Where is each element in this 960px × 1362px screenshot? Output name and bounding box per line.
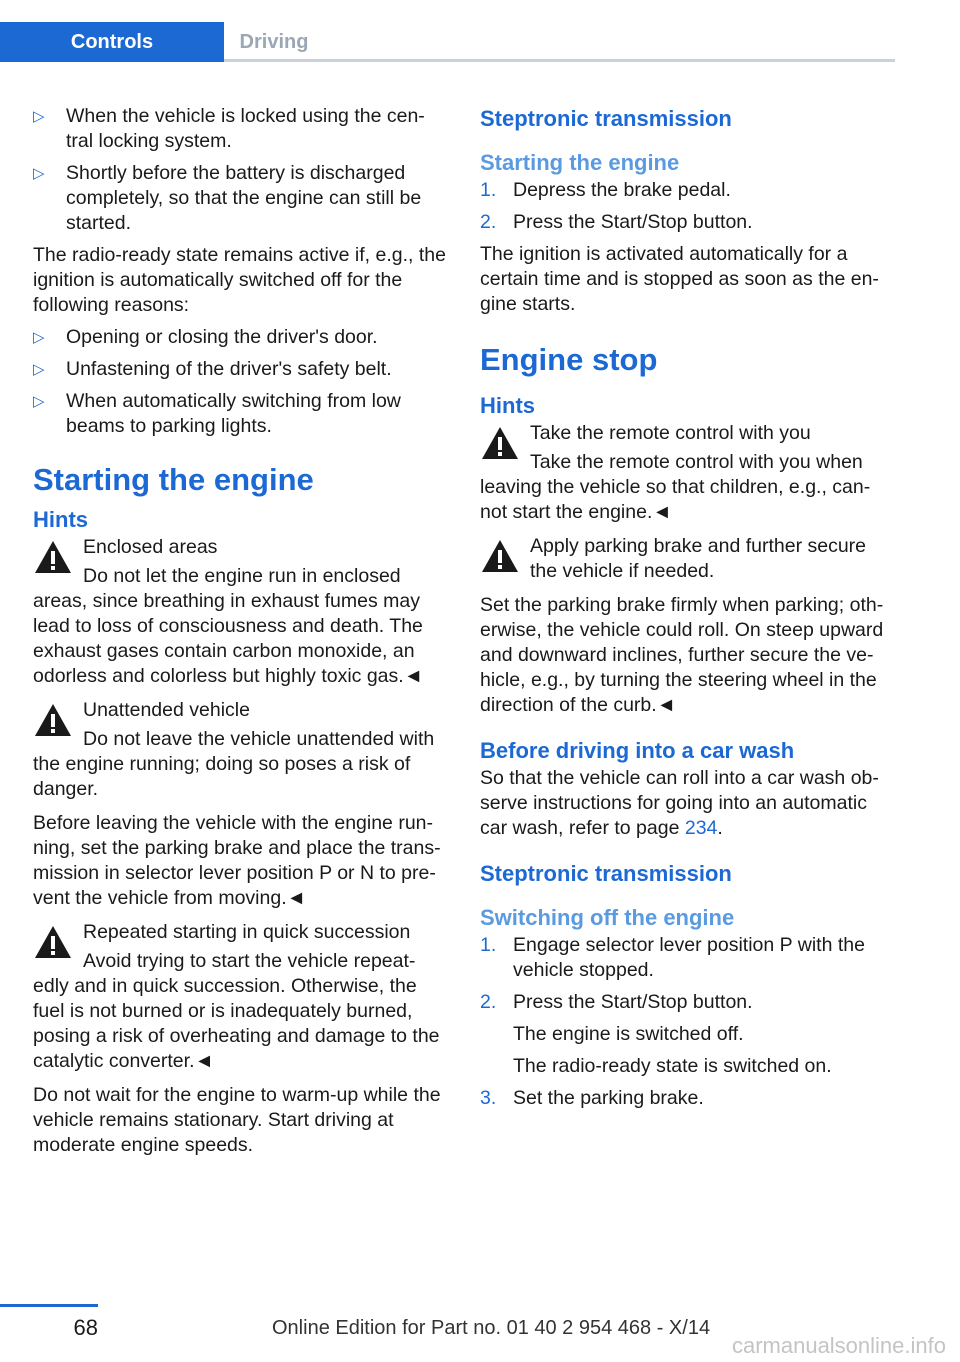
step-number: 1.	[480, 934, 497, 956]
triangle-bullet-icon: ▷	[33, 361, 45, 378]
warning-title: Unattended vehicle	[83, 699, 250, 721]
paragraph: So that the vehicle can roll into a car wash ob‐serve instructions for going into an automatic car wash, refer to page 234.	[480, 767, 879, 839]
warning-block	[33, 535, 451, 689]
subsection-heading: Hints	[33, 507, 88, 532]
list-item: ▷ Shortly before the battery is discharged completely, so that the engine can still be started.	[33, 162, 422, 234]
tab-divider	[224, 59, 895, 62]
subsection-heading: Hints	[480, 393, 535, 418]
warning-body: Take the remote control with you when leaving the vehicle so that children, e.g., can‐not start the engine.◄	[480, 451, 871, 523]
edition-text: Online Edition for Part no. 01 40 2 954 468 - X/14	[272, 1317, 711, 1339]
subsection-heading: Switching off the engine	[480, 905, 735, 930]
page-number: 68	[73, 1315, 98, 1340]
header-tabbar	[0, 22, 895, 62]
list-item: 1. Engage selector lever position P with the vehicle stopped.	[480, 934, 865, 981]
step-detail: The radio-ready state is switched on.	[513, 1055, 832, 1077]
warning-block	[33, 698, 451, 802]
warning-triangle-icon	[33, 539, 73, 575]
subsection-heading: Steptronic transmission	[480, 106, 732, 131]
warning-block	[480, 534, 892, 584]
footer-divider	[0, 1304, 98, 1307]
warning-body: Do not let the engine run in enclosed areas, since breathing in exhaust fumes may lead to loss of consciousness and death. The exhaust gases contain carbon monoxide, an odorless and colorless but highly toxic gas.◄	[33, 565, 423, 687]
warning-triangle-icon	[480, 538, 520, 574]
paragraph: Do not wait for the engine to warm-up while the vehicle remains stationary. Start driving at moderate engine speeds.	[33, 1084, 441, 1156]
subsection-heading: Starting the engine	[480, 150, 680, 175]
section-heading: Engine stop	[480, 342, 658, 377]
triangle-bullet-icon: ▷	[33, 165, 45, 182]
warning-title: Enclosed areas	[83, 536, 218, 558]
list-item: 3. Set the parking brake.	[480, 1087, 704, 1109]
list-item: 2. Press the Start/Stop button.	[480, 991, 753, 1013]
warning-triangle-icon	[33, 924, 73, 960]
list-item: ▷ When the vehicle is locked using the cen‐tral locking system.	[33, 105, 425, 152]
warning-body: Do not leave the vehicle unattended with the engine running; doing so poses a risk of danger.	[33, 728, 435, 800]
tab-controls[interactable]: Controls	[0, 22, 224, 62]
warning-title: Repeated starting in quick succession	[83, 921, 411, 943]
warning-block	[33, 920, 451, 1074]
paragraph: The radio-ready state remains active if, e.g., the ignition is automatically switched off for the following reasons:	[33, 244, 446, 316]
step-number: 2.	[480, 211, 497, 233]
page-reference-link[interactable]: 234	[684, 817, 718, 839]
warning-title: Take the remote control with you	[530, 422, 811, 444]
section-heading: Starting the engine	[33, 462, 314, 497]
step-number: 3.	[480, 1087, 497, 1109]
paragraph: The ignition is activated automatically for a certain time and is stopped as soon as the en‐gine starts.	[480, 243, 879, 315]
subsection-heading: Before driving into a car wash	[480, 738, 795, 763]
list-item: 2. Press the Start/Stop button.	[480, 211, 753, 233]
right-column	[480, 104, 892, 1118]
list-item: 1. Depress the brake pedal.	[480, 179, 731, 201]
step-detail: The engine is switched off.	[513, 1023, 744, 1045]
tab-driving[interactable]: Driving	[239, 30, 309, 53]
warning-title: Apply parking brake and further secure the vehicle if needed.	[530, 535, 867, 582]
list-item: ▷ Unfastening of the driver's safety belt.	[33, 358, 392, 380]
left-column	[33, 104, 451, 1165]
subsection-heading: Steptronic transmission	[480, 861, 732, 886]
warning-triangle-icon	[480, 425, 520, 461]
paragraph: Before leaving the vehicle with the engine run‐ning, set the parking brake and place the trans‐mission in selector lever position P or N to pre‐vent the vehicle from moving.◄	[33, 812, 441, 909]
paragraph: Set the parking brake firmly when parking; oth‐erwise, the vehicle could roll. On steep upward and downward inclines, further secure the ve‐hicle, e.g., by turning the steering wheel in the direction of the curb.◄	[480, 594, 884, 716]
triangle-bullet-icon: ▷	[33, 108, 45, 125]
warning-body: Avoid trying to start the vehicle repeat‐edly and in quick succession. Otherwise, the fuel is not burned or is inadequately burned, posing a risk of overheating and damage to the catalytic converter.◄	[33, 950, 440, 1072]
triangle-bullet-icon: ▷	[33, 329, 45, 346]
step-number: 1.	[480, 179, 497, 201]
triangle-bullet-icon: ▷	[33, 393, 45, 410]
watermark: carmanualsonline.info	[731, 1333, 946, 1358]
list-item: ▷ When automatically switching from low beams to parking lights.	[33, 390, 401, 437]
list-item: ▷ Opening or closing the driver's door.	[33, 326, 378, 348]
step-number: 2.	[480, 991, 497, 1013]
warning-block	[480, 421, 892, 525]
warning-triangle-icon	[33, 702, 73, 738]
